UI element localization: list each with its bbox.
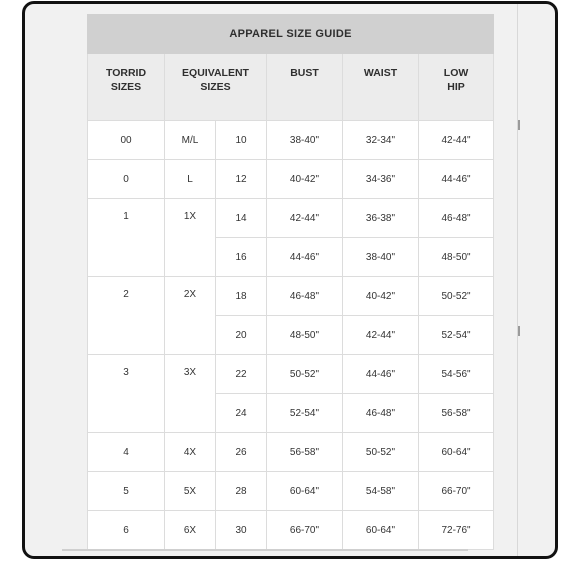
torrid-size-cell: 6 (88, 511, 165, 550)
waist-cell: 54-58" (343, 472, 419, 511)
low-hip-cell: 46-48" (419, 199, 494, 238)
header-waist: WAIST (343, 54, 419, 121)
table-row (88, 199, 494, 238)
scroll-mark-bottom (518, 326, 520, 336)
header-equivalent-sizes: EQUIVALENT SIZES (165, 54, 267, 121)
panel-divider (517, 4, 518, 556)
bust-cell: 44-46" (267, 238, 343, 277)
bust-cell: 48-50" (267, 316, 343, 355)
header-torrid-sizes: TORRID SIZES (88, 54, 165, 121)
letter-size-cell: 4X (165, 433, 216, 472)
bust-cell: 46-48" (267, 277, 343, 316)
bust-cell: 52-54" (267, 394, 343, 433)
torrid-size-cell: 0 (88, 160, 165, 199)
number-size-cell: 26 (216, 433, 267, 472)
bust-cell: 60-64" (267, 472, 343, 511)
waist-cell: 36-38" (343, 199, 419, 238)
letter-size-cell: 1X (165, 199, 216, 277)
bust-cell: 66-70" (267, 511, 343, 550)
waist-cell: 50-52" (343, 433, 419, 472)
number-size-cell: 12 (216, 160, 267, 199)
torrid-size-cell: 3 (88, 355, 165, 433)
table-title: APPAREL SIZE GUIDE (88, 15, 494, 54)
number-size-cell: 30 (216, 511, 267, 550)
number-size-cell: 10 (216, 121, 267, 160)
table-row (88, 472, 494, 511)
header-low-hip: LOW HIP (419, 54, 494, 121)
torrid-size-cell: 2 (88, 277, 165, 355)
low-hip-cell: 54-56" (419, 355, 494, 394)
torrid-size-cell: 1 (88, 199, 165, 277)
table-row (88, 433, 494, 472)
header-bust: BUST (267, 54, 343, 121)
table-row (88, 355, 494, 394)
waist-cell: 34-36" (343, 160, 419, 199)
number-size-cell: 14 (216, 199, 267, 238)
waist-cell: 38-40" (343, 238, 419, 277)
number-size-cell: 22 (216, 355, 267, 394)
low-hip-cell: 60-64" (419, 433, 494, 472)
low-hip-cell: 42-44" (419, 121, 494, 160)
table-row (88, 160, 494, 199)
waist-cell: 44-46" (343, 355, 419, 394)
table-row (88, 121, 494, 160)
number-size-cell: 18 (216, 277, 267, 316)
scroll-mark-top (518, 120, 520, 130)
letter-size-cell: M/L (165, 121, 216, 160)
low-hip-cell: 72-76" (419, 511, 494, 550)
waist-cell: 40-42" (343, 277, 419, 316)
number-size-cell: 24 (216, 394, 267, 433)
page-footer-divider (62, 549, 468, 551)
waist-cell: 42-44" (343, 316, 419, 355)
low-hip-cell: 56-58" (419, 394, 494, 433)
low-hip-cell: 66-70" (419, 472, 494, 511)
bust-cell: 38-40" (267, 121, 343, 160)
waist-cell: 32-34" (343, 121, 419, 160)
torrid-size-cell: 00 (88, 121, 165, 160)
letter-size-cell: 3X (165, 355, 216, 433)
letter-size-cell: 5X (165, 472, 216, 511)
bust-cell: 40-42" (267, 160, 343, 199)
bust-cell: 56-58" (267, 433, 343, 472)
size-guide (87, 14, 493, 550)
letter-size-cell: 2X (165, 277, 216, 355)
torrid-size-cell: 4 (88, 433, 165, 472)
table-row (88, 511, 494, 550)
number-size-cell: 16 (216, 238, 267, 277)
letter-size-cell: L (165, 160, 216, 199)
size-guide-table (87, 14, 494, 550)
bust-cell: 50-52" (267, 355, 343, 394)
number-size-cell: 20 (216, 316, 267, 355)
low-hip-cell: 48-50" (419, 238, 494, 277)
screenshot-frame (22, 1, 558, 559)
low-hip-cell: 50-52" (419, 277, 494, 316)
low-hip-cell: 44-46" (419, 160, 494, 199)
torrid-size-cell: 5 (88, 472, 165, 511)
letter-size-cell: 6X (165, 511, 216, 550)
number-size-cell: 28 (216, 472, 267, 511)
table-row (88, 277, 494, 316)
waist-cell: 46-48" (343, 394, 419, 433)
waist-cell: 60-64" (343, 511, 419, 550)
low-hip-cell: 52-54" (419, 316, 494, 355)
bust-cell: 42-44" (267, 199, 343, 238)
